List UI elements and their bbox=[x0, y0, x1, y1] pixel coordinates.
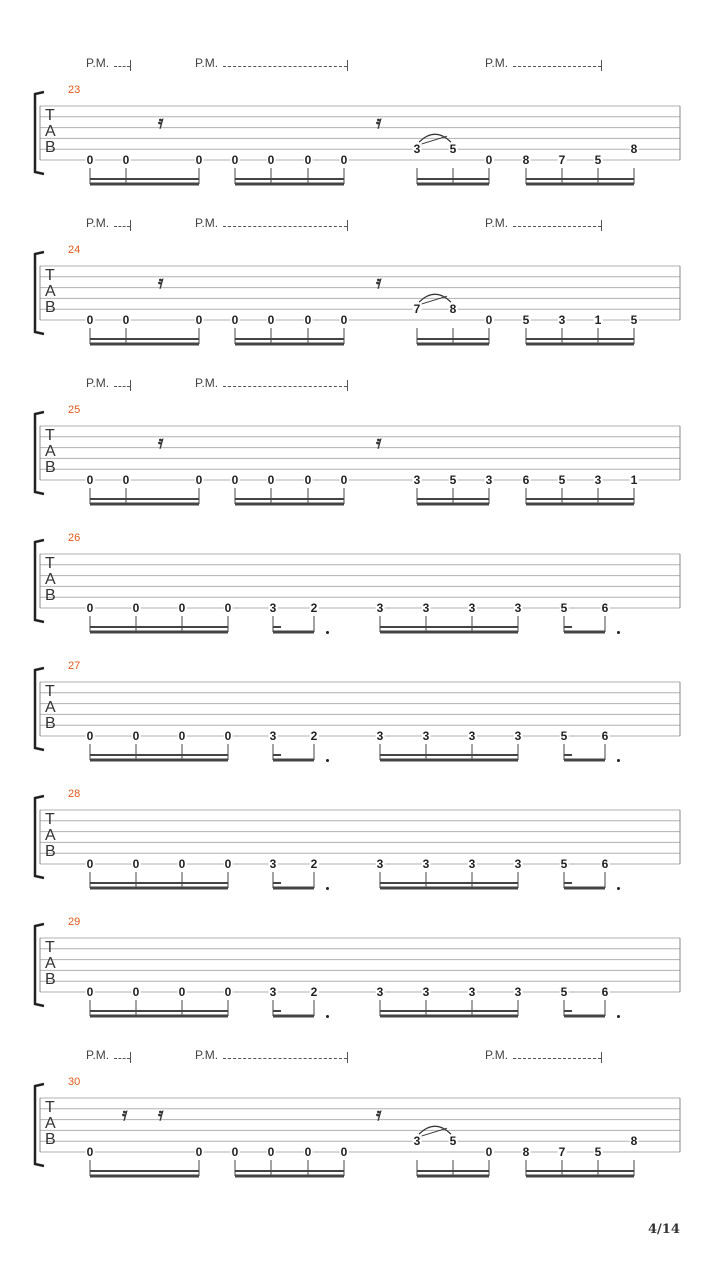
fret-number: 0 bbox=[195, 1145, 203, 1159]
sixteenth-rest-icon: 𝄿 bbox=[376, 432, 382, 453]
fret-number: 0 bbox=[224, 985, 232, 999]
fret-number: 0 bbox=[304, 313, 312, 327]
measure-number: 25 bbox=[68, 404, 81, 416]
fret-number: 0 bbox=[122, 473, 130, 487]
fret-number: 1 bbox=[630, 473, 638, 487]
tab-letter-b: B bbox=[45, 459, 56, 476]
fret-number: 0 bbox=[86, 313, 94, 327]
fret-number: 0 bbox=[86, 729, 94, 743]
fret-number: 0 bbox=[267, 153, 275, 167]
fret-number: 6 bbox=[522, 473, 530, 487]
fret-number: 1 bbox=[594, 313, 602, 327]
fret-number: 0 bbox=[86, 1145, 94, 1159]
fret-number: 2 bbox=[310, 985, 318, 999]
fret-number: 3 bbox=[376, 601, 384, 615]
fret-number: 0 bbox=[267, 313, 275, 327]
tab-letter-a: A bbox=[45, 443, 56, 460]
fret-number: 3 bbox=[422, 601, 430, 615]
fret-number: 0 bbox=[122, 313, 130, 327]
tab-letter-b: B bbox=[45, 1131, 56, 1148]
fret-number: 0 bbox=[178, 729, 186, 743]
palm-mute-label: P.M. bbox=[86, 376, 110, 390]
palm-mute-dash bbox=[114, 1058, 130, 1059]
fret-number: 0 bbox=[86, 857, 94, 871]
fret-number: 0 bbox=[485, 1145, 493, 1159]
fret-number: 0 bbox=[178, 985, 186, 999]
sixteenth-rest-icon: 𝄿 bbox=[158, 432, 164, 453]
tab-letter-t: T bbox=[45, 267, 55, 284]
fret-number: 0 bbox=[86, 153, 94, 167]
tab-letter-t: T bbox=[45, 1099, 55, 1116]
sixteenth-rest-icon: 𝄿 bbox=[376, 1104, 382, 1125]
tab-letter-a: A bbox=[45, 123, 56, 140]
fret-number: 3 bbox=[269, 857, 277, 871]
palm-mute-label: P.M. bbox=[195, 376, 219, 390]
measure-number: 24 bbox=[68, 244, 81, 256]
fret-number: 3 bbox=[269, 985, 277, 999]
fret-number: 5 bbox=[560, 729, 568, 743]
fret-number: 5 bbox=[449, 473, 457, 487]
fret-number: 3 bbox=[468, 729, 476, 743]
fret-number: 0 bbox=[132, 729, 140, 743]
fret-number: 6 bbox=[601, 857, 609, 871]
fret-number: 0 bbox=[132, 985, 140, 999]
fret-number: 0 bbox=[231, 1145, 239, 1159]
fret-number: 3 bbox=[468, 857, 476, 871]
fret-number: 0 bbox=[86, 473, 94, 487]
palm-mute-label: P.M. bbox=[86, 56, 110, 70]
page-number: 4/14 bbox=[648, 1222, 680, 1237]
palm-mute-label: P.M. bbox=[195, 1048, 219, 1062]
palm-mute-dash bbox=[223, 1058, 347, 1059]
fret-number: 0 bbox=[340, 153, 348, 167]
fret-number: 0 bbox=[267, 1145, 275, 1159]
fret-number: 0 bbox=[86, 601, 94, 615]
fret-number: 0 bbox=[340, 473, 348, 487]
fret-number: 8 bbox=[522, 153, 530, 167]
tab-letter-b: B bbox=[45, 843, 56, 860]
fret-number: 3 bbox=[514, 601, 522, 615]
fret-number: 3 bbox=[422, 985, 430, 999]
fret-number: 8 bbox=[630, 142, 638, 157]
fret-number: 5 bbox=[594, 1145, 602, 1159]
fret-number: 3 bbox=[485, 473, 493, 487]
fret-number: 3 bbox=[413, 1134, 421, 1149]
sixteenth-rest-icon: 𝄿 bbox=[158, 272, 164, 293]
fret-number: 0 bbox=[231, 153, 239, 167]
fret-number: 0 bbox=[122, 153, 130, 167]
fret-number: 0 bbox=[231, 473, 239, 487]
tab-letter-a: A bbox=[45, 955, 56, 972]
fret-number: 5 bbox=[449, 1134, 457, 1149]
palm-mute-label: P.M. bbox=[86, 216, 110, 230]
fret-number: 0 bbox=[304, 153, 312, 167]
fret-number: 5 bbox=[522, 313, 530, 327]
palm-mute-label: P.M. bbox=[195, 56, 219, 70]
fret-number: 3 bbox=[376, 729, 384, 743]
fret-number: 6 bbox=[601, 601, 609, 615]
sixteenth-rest-icon: 𝄿 bbox=[376, 272, 382, 293]
fret-number: 0 bbox=[304, 473, 312, 487]
fret-number: 3 bbox=[468, 601, 476, 615]
fret-number: 0 bbox=[485, 313, 493, 327]
tab-letter-b: B bbox=[45, 139, 56, 156]
fret-number: 0 bbox=[267, 473, 275, 487]
fret-number: 0 bbox=[231, 313, 239, 327]
measure-number: 28 bbox=[68, 788, 81, 800]
tab-letter-t: T bbox=[45, 683, 55, 700]
fret-number: 3 bbox=[269, 729, 277, 743]
fret-number: 3 bbox=[376, 985, 384, 999]
fret-number: 0 bbox=[86, 985, 94, 999]
tab-letter-a: A bbox=[45, 283, 56, 300]
fret-number: 7 bbox=[558, 1145, 566, 1159]
measure-number: 27 bbox=[68, 660, 81, 672]
fret-number: 0 bbox=[224, 857, 232, 871]
fret-number: 0 bbox=[224, 601, 232, 615]
sixteenth-rest-icon: 𝄿 bbox=[376, 112, 382, 133]
fret-number: 2 bbox=[310, 857, 318, 871]
fret-number: 3 bbox=[413, 473, 421, 487]
fret-number: 8 bbox=[449, 302, 457, 317]
fret-number: 5 bbox=[449, 142, 457, 157]
palm-mute-end bbox=[347, 1052, 348, 1063]
fret-number: 0 bbox=[340, 1145, 348, 1159]
sixteenth-rest-icon: 𝄿 bbox=[122, 1104, 128, 1125]
tab-letter-t: T bbox=[45, 107, 55, 124]
fret-number: 8 bbox=[522, 1145, 530, 1159]
fret-number: 0 bbox=[178, 857, 186, 871]
fret-number: 2 bbox=[310, 729, 318, 743]
fret-number: 5 bbox=[558, 473, 566, 487]
fret-number: 0 bbox=[132, 857, 140, 871]
palm-mute-end bbox=[601, 1052, 602, 1063]
fret-number: 3 bbox=[413, 142, 421, 157]
sixteenth-rest-icon: 𝄿 bbox=[158, 112, 164, 133]
fret-number: 6 bbox=[601, 729, 609, 743]
fret-number: 5 bbox=[630, 313, 638, 327]
tab-letter-a: A bbox=[45, 1115, 56, 1132]
fret-number: 3 bbox=[514, 857, 522, 871]
fret-number: 0 bbox=[304, 1145, 312, 1159]
sixteenth-rest-icon: 𝄿 bbox=[158, 1104, 164, 1125]
palm-mute-dash bbox=[513, 1058, 601, 1059]
fret-number: 0 bbox=[195, 473, 203, 487]
fret-number: 3 bbox=[514, 985, 522, 999]
tab-letter-b: B bbox=[45, 587, 56, 604]
palm-mute-label: P.M. bbox=[86, 1048, 110, 1062]
measure-number: 26 bbox=[68, 532, 81, 544]
measure-number: 30 bbox=[68, 1076, 81, 1088]
palm-mute-label: P.M. bbox=[485, 1048, 509, 1062]
fret-number: 0 bbox=[195, 313, 203, 327]
fret-number: 0 bbox=[195, 153, 203, 167]
tab-letter-b: B bbox=[45, 715, 56, 732]
fret-number: 7 bbox=[558, 153, 566, 167]
fret-number: 0 bbox=[340, 313, 348, 327]
tab-letter-t: T bbox=[45, 427, 55, 444]
tab-letter-t: T bbox=[45, 811, 55, 828]
fret-number: 5 bbox=[560, 857, 568, 871]
fret-number: 3 bbox=[269, 601, 277, 615]
fret-number: 3 bbox=[558, 313, 566, 327]
fret-number: 0 bbox=[485, 153, 493, 167]
fret-number: 3 bbox=[422, 729, 430, 743]
fret-number: 8 bbox=[630, 1134, 638, 1149]
fret-number: 3 bbox=[422, 857, 430, 871]
fret-number: 5 bbox=[560, 985, 568, 999]
fret-number: 2 bbox=[310, 601, 318, 615]
palm-mute-label: P.M. bbox=[485, 216, 509, 230]
fret-number: 0 bbox=[224, 729, 232, 743]
tab-letter-a: A bbox=[45, 699, 56, 716]
fret-number: 0 bbox=[178, 601, 186, 615]
fret-number: 3 bbox=[468, 985, 476, 999]
tab-letter-a: A bbox=[45, 571, 56, 588]
fret-number: 3 bbox=[594, 473, 602, 487]
fret-number: 5 bbox=[560, 601, 568, 615]
fret-number: 5 bbox=[594, 153, 602, 167]
palm-mute-label: P.M. bbox=[195, 216, 219, 230]
fret-number: 3 bbox=[376, 857, 384, 871]
fret-number: 0 bbox=[132, 601, 140, 615]
fret-number: 6 bbox=[601, 985, 609, 999]
palm-mute-label: P.M. bbox=[485, 56, 509, 70]
tab-letter-b: B bbox=[45, 299, 56, 316]
measure-number: 23 bbox=[68, 84, 81, 96]
fret-number: 3 bbox=[514, 729, 522, 743]
fret-number: 7 bbox=[413, 302, 421, 317]
tab-letter-b: B bbox=[45, 971, 56, 988]
measure-number: 29 bbox=[68, 916, 81, 928]
tab-letter-t: T bbox=[45, 555, 55, 572]
tab-letter-a: A bbox=[45, 827, 56, 844]
palm-mute-end bbox=[130, 1052, 131, 1063]
tab-letter-t: T bbox=[45, 939, 55, 956]
